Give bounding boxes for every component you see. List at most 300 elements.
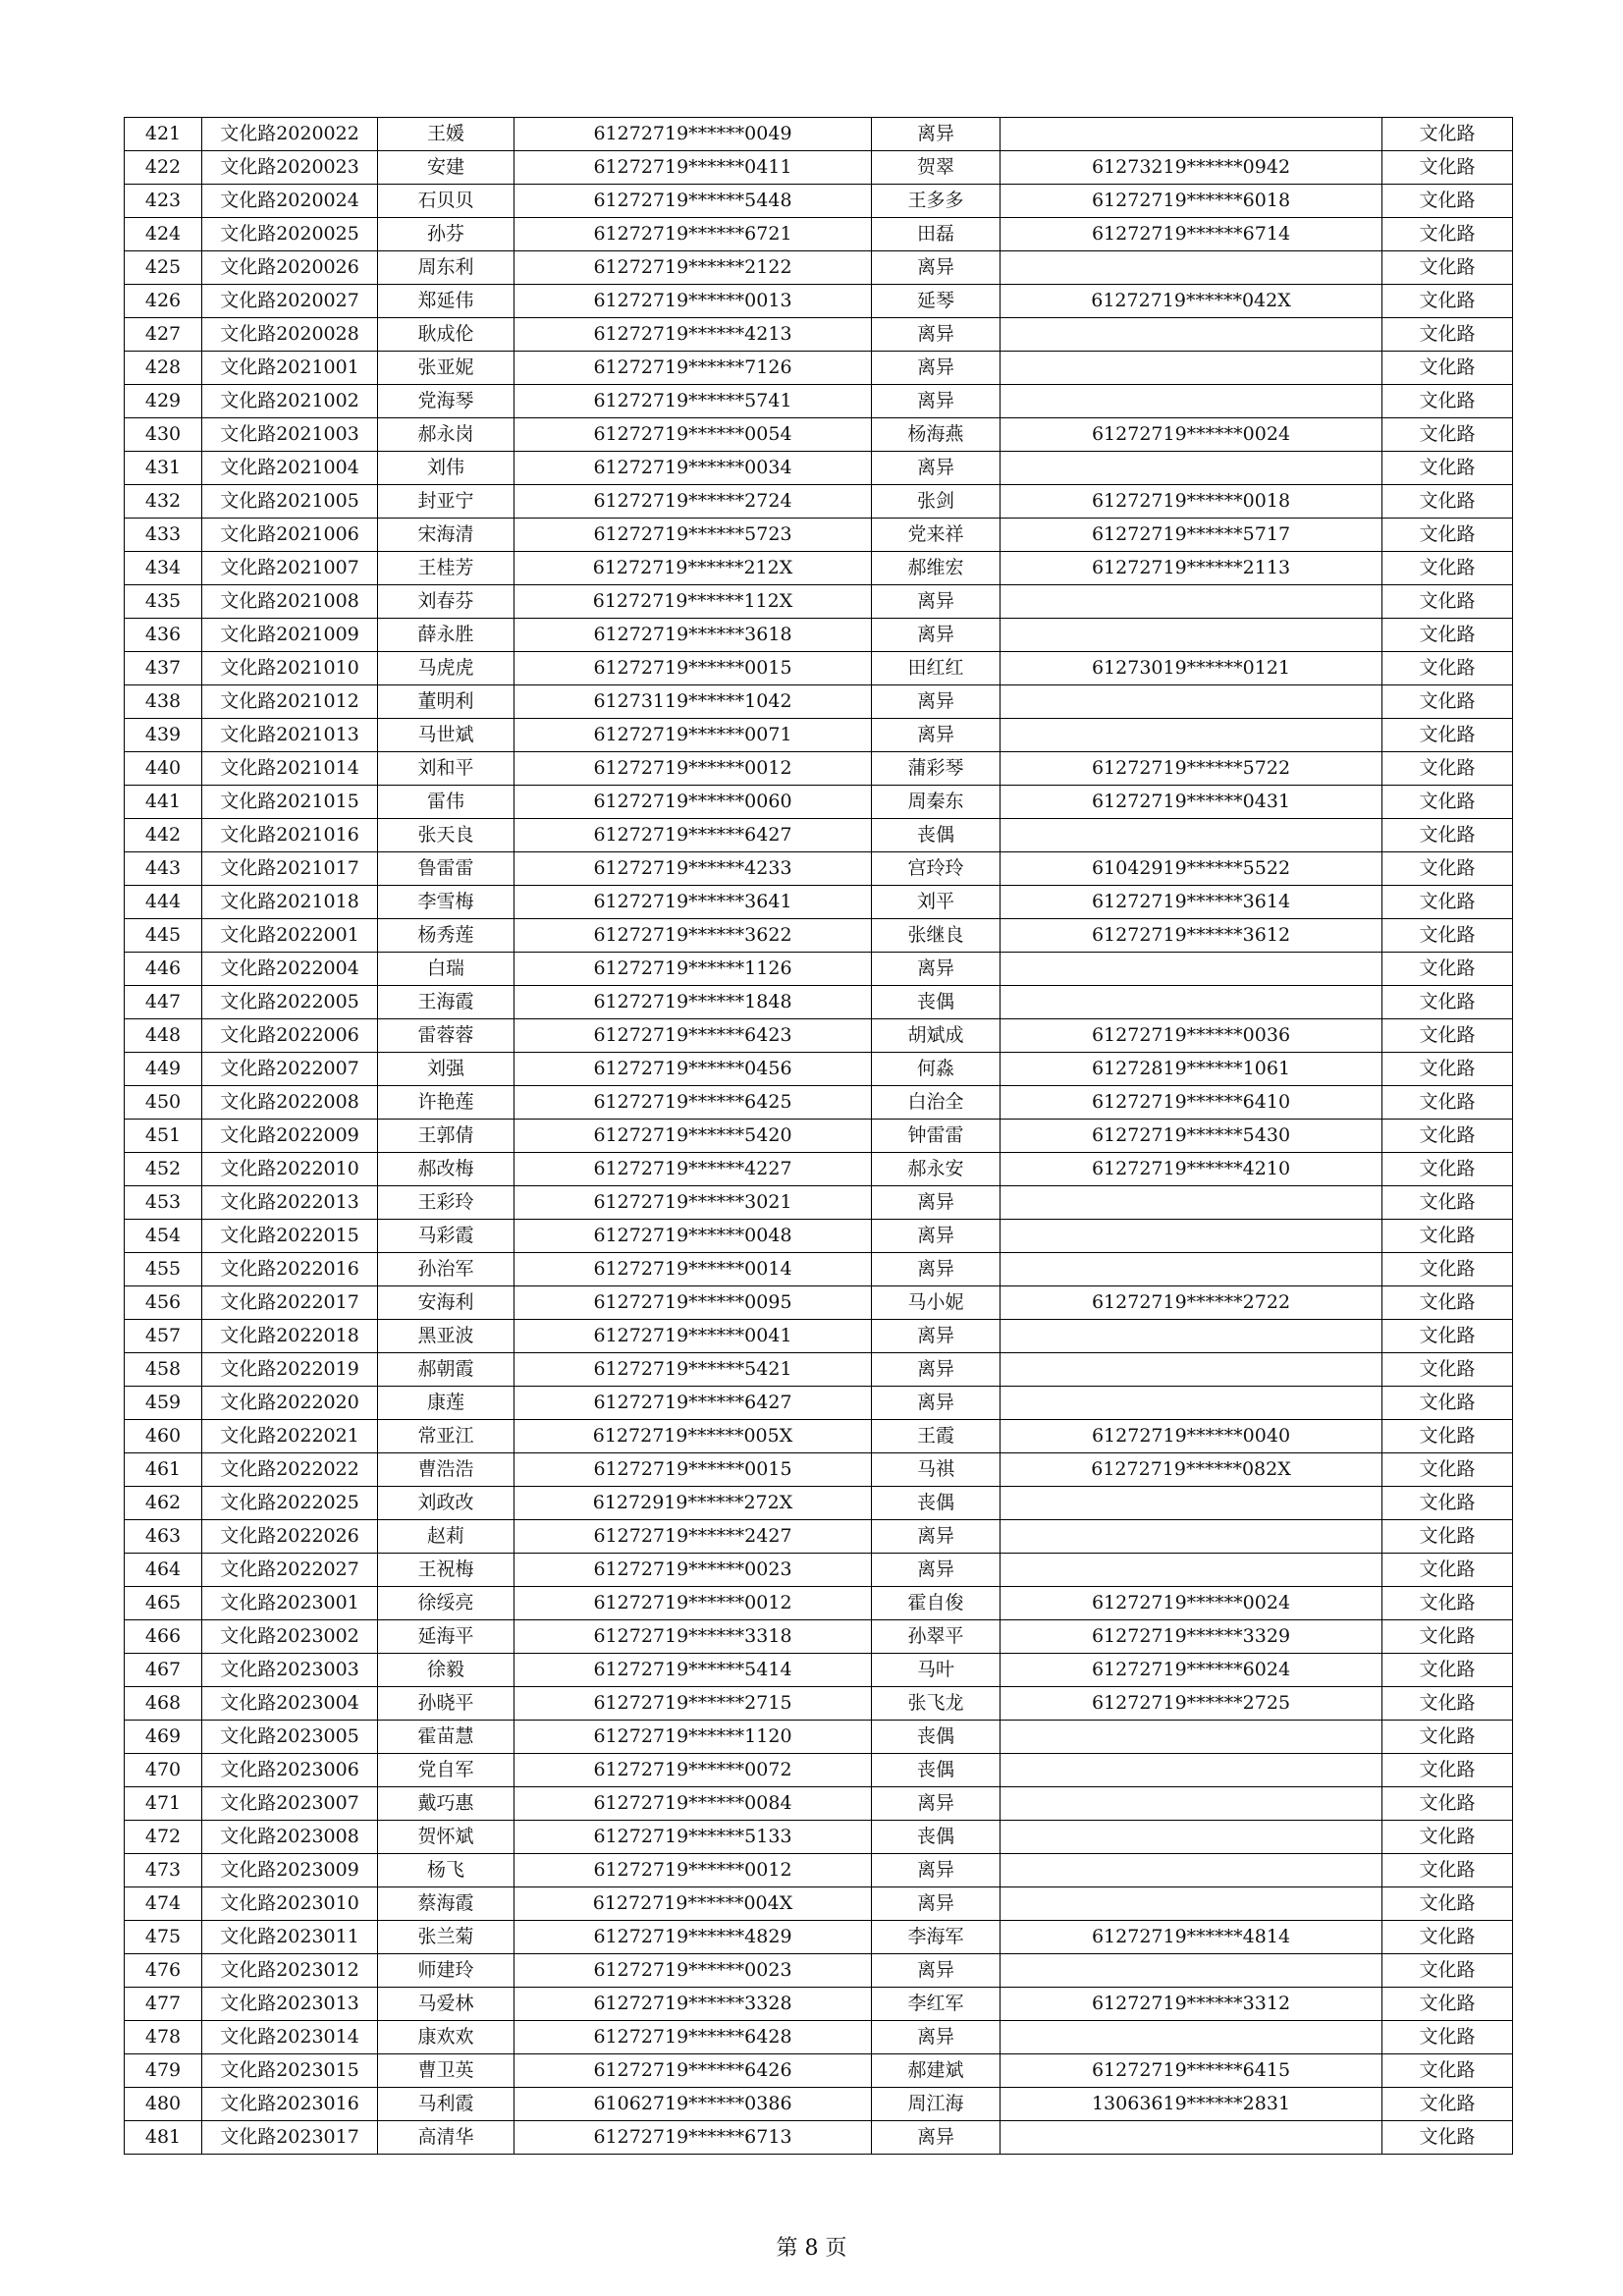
community-cell: 文化路 [1382,1220,1513,1253]
household-code-cell: 文化路2020024 [202,185,378,218]
applicant-name-cell: 董明利 [378,685,514,719]
spouse-name-cell: 离异 [872,1186,1001,1220]
applicant-name-cell: 孙晓平 [378,1687,514,1721]
table-row [125,1921,1513,1954]
applicant-name-cell: 戴巧惠 [378,1787,514,1821]
applicant-name-cell: 师建玲 [378,1954,514,1988]
row-number-cell: 434 [125,552,202,585]
spouse-name-cell: 郝维宏 [872,552,1001,585]
applicant-id-cell: 61272719******0014 [514,1253,872,1286]
spouse-id-cell [1001,619,1382,652]
community-cell: 文化路 [1382,1153,1513,1186]
applicant-id-cell: 61272719******6423 [514,1019,872,1053]
row-number-cell: 477 [125,1988,202,2021]
table-row [125,1821,1513,1854]
spouse-name-cell: 马小妮 [872,1286,1001,1320]
spouse-id-cell: 61272719******2725 [1001,1687,1382,1721]
spouse-id-cell: 13063619******2831 [1001,2088,1382,2121]
spouse-name-cell: 李红军 [872,1988,1001,2021]
row-number-cell: 441 [125,786,202,819]
spouse-name-cell: 离异 [872,1854,1001,1887]
community-cell: 文化路 [1382,2021,1513,2054]
applicant-id-cell: 61272719******2715 [514,1687,872,1721]
applicant-name-cell: 郝朝霞 [378,1353,514,1387]
spouse-id-cell [1001,1887,1382,1921]
applicant-id-cell: 61272719******5414 [514,1654,872,1687]
table-row [125,719,1513,752]
applicant-id-cell: 61272719******0054 [514,418,872,452]
community-cell: 文化路 [1382,385,1513,418]
table-row [125,953,1513,986]
applicant-name-cell: 赵莉 [378,1520,514,1554]
spouse-id-cell: 61272719******6024 [1001,1654,1382,1687]
household-code-cell: 文化路2023016 [202,2088,378,2121]
spouse-name-cell: 孙翠平 [872,1620,1001,1654]
row-number-cell: 475 [125,1921,202,1954]
table-row [125,1387,1513,1420]
household-code-cell: 文化路2023013 [202,1988,378,2021]
community-cell: 文化路 [1382,1420,1513,1453]
spouse-name-cell: 杨海燕 [872,418,1001,452]
applicant-id-cell: 61272719******4829 [514,1921,872,1954]
community-cell: 文化路 [1382,2121,1513,2155]
row-number-cell: 464 [125,1554,202,1587]
community-cell: 文化路 [1382,1053,1513,1086]
spouse-name-cell: 离异 [872,1954,1001,1988]
applicant-id-cell: 61272719******3328 [514,1988,872,2021]
spouse-id-cell: 61272719******4210 [1001,1153,1382,1186]
row-number-cell: 472 [125,1821,202,1854]
row-number-cell: 474 [125,1887,202,1921]
row-number-cell: 449 [125,1053,202,1086]
spouse-name-cell: 李海军 [872,1921,1001,1954]
household-code-cell: 文化路2021009 [202,619,378,652]
table-row [125,1220,1513,1253]
applicant-id-cell: 61272719******5741 [514,385,872,418]
applicant-name-cell: 王桂芳 [378,552,514,585]
spouse-name-cell: 丧偶 [872,1754,1001,1787]
community-cell: 文化路 [1382,185,1513,218]
community-cell: 文化路 [1382,151,1513,185]
spouse-name-cell: 丧偶 [872,819,1001,852]
spouse-name-cell: 钟雷雷 [872,1120,1001,1153]
applicant-name-cell: 李雪梅 [378,886,514,919]
community-cell: 文化路 [1382,118,1513,151]
spouse-id-cell: 61272719******042X [1001,285,1382,318]
table-row [125,251,1513,285]
applicant-id-cell: 61272719******0013 [514,285,872,318]
household-code-cell: 文化路2023005 [202,1721,378,1754]
applicant-id-cell: 61272719******0015 [514,1453,872,1487]
table-row [125,2121,1513,2155]
spouse-name-cell: 离异 [872,352,1001,385]
spouse-name-cell: 马叶 [872,1654,1001,1687]
table-row [125,1019,1513,1053]
spouse-name-cell: 离异 [872,585,1001,619]
community-cell: 文化路 [1382,652,1513,685]
spouse-id-cell [1001,585,1382,619]
household-code-cell: 文化路2023010 [202,1887,378,1921]
row-number-cell: 444 [125,886,202,919]
applicant-name-cell: 孙芬 [378,218,514,251]
community-cell: 文化路 [1382,418,1513,452]
table-row [125,1620,1513,1654]
spouse-id-cell: 61272719******0040 [1001,1420,1382,1453]
community-cell: 文化路 [1382,2088,1513,2121]
applicant-name-cell: 王彩玲 [378,1186,514,1220]
community-cell: 文化路 [1382,786,1513,819]
applicant-name-cell: 马利霞 [378,2088,514,2121]
spouse-id-cell: 61272719******0431 [1001,786,1382,819]
spouse-name-cell: 离异 [872,1887,1001,1921]
community-cell: 文化路 [1382,886,1513,919]
community-cell: 文化路 [1382,519,1513,552]
community-cell: 文化路 [1382,2054,1513,2088]
applicant-id-cell: 61062719******0386 [514,2088,872,2121]
applicant-id-cell: 61272719******3021 [514,1186,872,1220]
row-number-cell: 431 [125,452,202,485]
spouse-id-cell [1001,953,1382,986]
spouse-id-cell [1001,318,1382,352]
spouse-name-cell: 何淼 [872,1053,1001,1086]
community-cell: 文化路 [1382,1286,1513,1320]
applicant-id-cell: 61272719******004X [514,1887,872,1921]
applicant-id-cell: 61272719******6427 [514,819,872,852]
household-code-cell: 文化路2023014 [202,2021,378,2054]
table-row [125,786,1513,819]
spouse-id-cell: 61272719******0018 [1001,485,1382,519]
applicant-name-cell: 雷蓉蓉 [378,1019,514,1053]
page-number: 第 8 页 [776,2236,847,2261]
table-row [125,452,1513,485]
applicant-id-cell: 61272719******5133 [514,1821,872,1854]
row-number-cell: 439 [125,719,202,752]
applicant-id-cell: 61272719******0072 [514,1754,872,1787]
table-row [125,151,1513,185]
row-number-cell: 460 [125,1420,202,1453]
applicant-id-cell: 61272719******0012 [514,1587,872,1620]
applicant-name-cell: 王祝梅 [378,1554,514,1587]
spouse-name-cell: 胡斌成 [872,1019,1001,1053]
applicant-name-cell: 党海琴 [378,385,514,418]
table-row [125,318,1513,352]
applicant-id-cell: 61272719******0012 [514,1854,872,1887]
applicant-name-cell: 王媛 [378,118,514,151]
applicant-id-cell: 61272719******0095 [514,1286,872,1320]
table-row [125,1721,1513,1754]
spouse-id-cell: 61272719******6410 [1001,1086,1382,1120]
table-row [125,886,1513,919]
spouse-name-cell: 离异 [872,385,1001,418]
spouse-id-cell: 61272719******6415 [1001,2054,1382,2088]
applicant-id-cell: 61272719******0015 [514,652,872,685]
household-code-cell: 文化路2022013 [202,1186,378,1220]
applicant-id-cell: 61272719******5448 [514,185,872,218]
spouse-id-cell: 61272719******2722 [1001,1286,1382,1320]
row-number-cell: 463 [125,1520,202,1554]
applicant-name-cell: 贺怀斌 [378,1821,514,1854]
spouse-id-cell [1001,1520,1382,1554]
community-cell: 文化路 [1382,1120,1513,1153]
applicant-id-cell: 61272719******2122 [514,251,872,285]
row-number-cell: 440 [125,752,202,786]
spouse-id-cell [1001,1754,1382,1787]
applicant-id-cell: 61272719******0049 [514,118,872,151]
table-row [125,1654,1513,1687]
row-number-cell: 430 [125,418,202,452]
roster-table [124,117,1513,2155]
spouse-name-cell: 丧偶 [872,986,1001,1019]
household-code-cell: 文化路2023009 [202,1854,378,1887]
household-code-cell: 文化路2022009 [202,1120,378,1153]
table-row [125,1253,1513,1286]
row-number-cell: 421 [125,118,202,151]
spouse-id-cell [1001,1253,1382,1286]
applicant-id-cell: 61272719******005X [514,1420,872,1453]
row-number-cell: 453 [125,1186,202,1220]
spouse-id-cell [1001,1186,1382,1220]
table-row [125,218,1513,251]
community-cell: 文化路 [1382,1019,1513,1053]
row-number-cell: 461 [125,1453,202,1487]
spouse-id-cell: 61272719******0024 [1001,1587,1382,1620]
applicant-name-cell: 刘春芬 [378,585,514,619]
applicant-id-cell: 61272719******6425 [514,1086,872,1120]
community-cell: 文化路 [1382,953,1513,986]
spouse-id-cell [1001,1954,1382,1988]
spouse-id-cell [1001,986,1382,1019]
spouse-name-cell: 周江海 [872,2088,1001,2121]
household-code-cell: 文化路2022019 [202,1353,378,1387]
row-number-cell: 432 [125,485,202,519]
applicant-name-cell: 延海平 [378,1620,514,1654]
row-number-cell: 436 [125,619,202,652]
household-code-cell: 文化路2023015 [202,2054,378,2088]
row-number-cell: 429 [125,385,202,418]
spouse-name-cell: 离异 [872,1320,1001,1353]
row-number-cell: 458 [125,1353,202,1387]
spouse-id-cell: 61272719******082X [1001,1453,1382,1487]
applicant-name-cell: 马彩霞 [378,1220,514,1253]
applicant-id-cell: 61272719******7126 [514,352,872,385]
applicant-id-cell: 61272719******5421 [514,1353,872,1387]
spouse-name-cell: 离异 [872,1220,1001,1253]
community-cell: 文化路 [1382,352,1513,385]
spouse-id-cell: 61272719******3312 [1001,1988,1382,2021]
applicant-id-cell: 61272719******3318 [514,1620,872,1654]
table-row [125,685,1513,719]
table-row [125,585,1513,619]
applicant-name-cell: 康莲 [378,1387,514,1420]
table-row [125,2088,1513,2121]
community-cell: 文化路 [1382,1821,1513,1854]
row-number-cell: 455 [125,1253,202,1286]
household-code-cell: 文化路2020028 [202,318,378,352]
community-cell: 文化路 [1382,1887,1513,1921]
spouse-name-cell: 周秦东 [872,786,1001,819]
applicant-name-cell: 刘强 [378,1053,514,1086]
spouse-id-cell [1001,2121,1382,2155]
table-row [125,418,1513,452]
community-cell: 文化路 [1382,1787,1513,1821]
household-code-cell: 文化路2023017 [202,2121,378,2155]
row-number-cell: 445 [125,919,202,953]
community-cell: 文化路 [1382,752,1513,786]
applicant-name-cell: 郑延伟 [378,285,514,318]
applicant-id-cell: 61272719******0023 [514,1554,872,1587]
applicant-id-cell: 61272719******6426 [514,2054,872,2088]
spouse-name-cell: 张继良 [872,919,1001,953]
applicant-name-cell: 安海利 [378,1286,514,1320]
applicant-name-cell: 党自军 [378,1754,514,1787]
spouse-id-cell: 61273219******0942 [1001,151,1382,185]
table-row [125,1086,1513,1120]
spouse-name-cell: 离异 [872,1353,1001,1387]
household-code-cell: 文化路2020027 [202,285,378,318]
spouse-name-cell: 张剑 [872,485,1001,519]
spouse-id-cell: 61272719******6714 [1001,218,1382,251]
row-number-cell: 465 [125,1587,202,1620]
community-cell: 文化路 [1382,1988,1513,2021]
applicant-name-cell: 杨秀莲 [378,919,514,953]
spouse-id-cell: 61273019******0121 [1001,652,1382,685]
row-number-cell: 422 [125,151,202,185]
row-number-cell: 473 [125,1854,202,1887]
applicant-name-cell: 马世斌 [378,719,514,752]
household-code-cell: 文化路2023007 [202,1787,378,1821]
row-number-cell: 448 [125,1019,202,1053]
row-number-cell: 423 [125,185,202,218]
applicant-id-cell: 61272719******6713 [514,2121,872,2155]
applicant-name-cell: 蔡海霞 [378,1887,514,1921]
spouse-id-cell: 61272719******0024 [1001,418,1382,452]
table-row [125,2021,1513,2054]
spouse-id-cell [1001,2021,1382,2054]
spouse-id-cell: 61272719******3329 [1001,1620,1382,1654]
spouse-name-cell: 张飞龙 [872,1687,1001,1721]
spouse-id-cell [1001,118,1382,151]
applicant-id-cell: 61272719******112X [514,585,872,619]
row-number-cell: 424 [125,218,202,251]
community-cell: 文化路 [1382,1687,1513,1721]
applicant-id-cell: 61272719******0048 [514,1220,872,1253]
table-row [125,485,1513,519]
applicant-name-cell: 徐绥亮 [378,1587,514,1620]
spouse-id-cell [1001,1320,1382,1353]
applicant-id-cell: 61272719******5723 [514,519,872,552]
applicant-id-cell: 61272719******6427 [514,1387,872,1420]
spouse-name-cell: 延琴 [872,285,1001,318]
spouse-name-cell: 离异 [872,619,1001,652]
row-number-cell: 467 [125,1654,202,1687]
row-number-cell: 454 [125,1220,202,1253]
applicant-name-cell: 周东利 [378,251,514,285]
row-number-cell: 426 [125,285,202,318]
community-cell: 文化路 [1382,852,1513,886]
table-row [125,819,1513,852]
household-code-cell: 文化路2020022 [202,118,378,151]
applicant-id-cell: 61272719******1848 [514,986,872,1019]
applicant-id-cell: 61272719******0034 [514,452,872,485]
spouse-id-cell [1001,1387,1382,1420]
applicant-name-cell: 曹卫英 [378,2054,514,2088]
applicant-name-cell: 张亚妮 [378,352,514,385]
household-code-cell: 文化路2021016 [202,819,378,852]
spouse-name-cell: 蒲彩琴 [872,752,1001,786]
row-number-cell: 469 [125,1721,202,1754]
row-number-cell: 471 [125,1787,202,1821]
applicant-name-cell: 杨飞 [378,1854,514,1887]
spouse-id-cell: 61272719******6018 [1001,185,1382,218]
spouse-name-cell: 离异 [872,251,1001,285]
applicant-id-cell: 61272719******0411 [514,151,872,185]
spouse-name-cell: 离异 [872,685,1001,719]
community-cell: 文化路 [1382,485,1513,519]
household-code-cell: 文化路2022016 [202,1253,378,1286]
spouse-name-cell: 刘平 [872,886,1001,919]
spouse-id-cell [1001,719,1382,752]
table-row [125,1487,1513,1520]
applicant-name-cell: 刘伟 [378,452,514,485]
applicant-name-cell: 孙治军 [378,1253,514,1286]
household-code-cell: 文化路2021007 [202,552,378,585]
applicant-name-cell: 郝改梅 [378,1153,514,1186]
table-row [125,752,1513,786]
household-code-cell: 文化路2020025 [202,218,378,251]
household-code-cell: 文化路2021003 [202,418,378,452]
table-row [125,1887,1513,1921]
applicant-name-cell: 刘和平 [378,752,514,786]
applicant-name-cell: 王郭倩 [378,1120,514,1153]
row-number-cell: 447 [125,986,202,1019]
table-row [125,1554,1513,1587]
applicant-id-cell: 61272919******272X [514,1487,872,1520]
community-cell: 文化路 [1382,218,1513,251]
household-code-cell: 文化路2021015 [202,786,378,819]
community-cell: 文化路 [1382,919,1513,953]
applicant-id-cell: 61272719******4227 [514,1153,872,1186]
table-row [125,919,1513,953]
row-number-cell: 476 [125,1954,202,1988]
spouse-name-cell: 王多多 [872,185,1001,218]
spouse-name-cell: 离异 [872,1554,1001,1587]
spouse-id-cell: 61272719******2113 [1001,552,1382,585]
community-cell: 文化路 [1382,285,1513,318]
table-row [125,519,1513,552]
applicant-name-cell: 雷伟 [378,786,514,819]
household-code-cell: 文化路2021004 [202,452,378,485]
row-number-cell: 457 [125,1320,202,1353]
table-row [125,1353,1513,1387]
household-code-cell: 文化路2022005 [202,986,378,1019]
household-code-cell: 文化路2023008 [202,1821,378,1854]
row-number-cell: 433 [125,519,202,552]
household-code-cell: 文化路2022020 [202,1387,378,1420]
applicant-name-cell: 曹浩浩 [378,1453,514,1487]
row-number-cell: 437 [125,652,202,685]
community-cell: 文化路 [1382,1620,1513,1654]
table-row [125,1120,1513,1153]
household-code-cell: 文化路2022022 [202,1453,378,1487]
spouse-id-cell [1001,1353,1382,1387]
spouse-id-cell [1001,1854,1382,1887]
table-row [125,1320,1513,1353]
household-code-cell: 文化路2021013 [202,719,378,752]
table-row [125,1053,1513,1086]
row-number-cell: 427 [125,318,202,352]
applicant-id-cell: 61272719******1120 [514,1721,872,1754]
spouse-name-cell: 宫玲玲 [872,852,1001,886]
